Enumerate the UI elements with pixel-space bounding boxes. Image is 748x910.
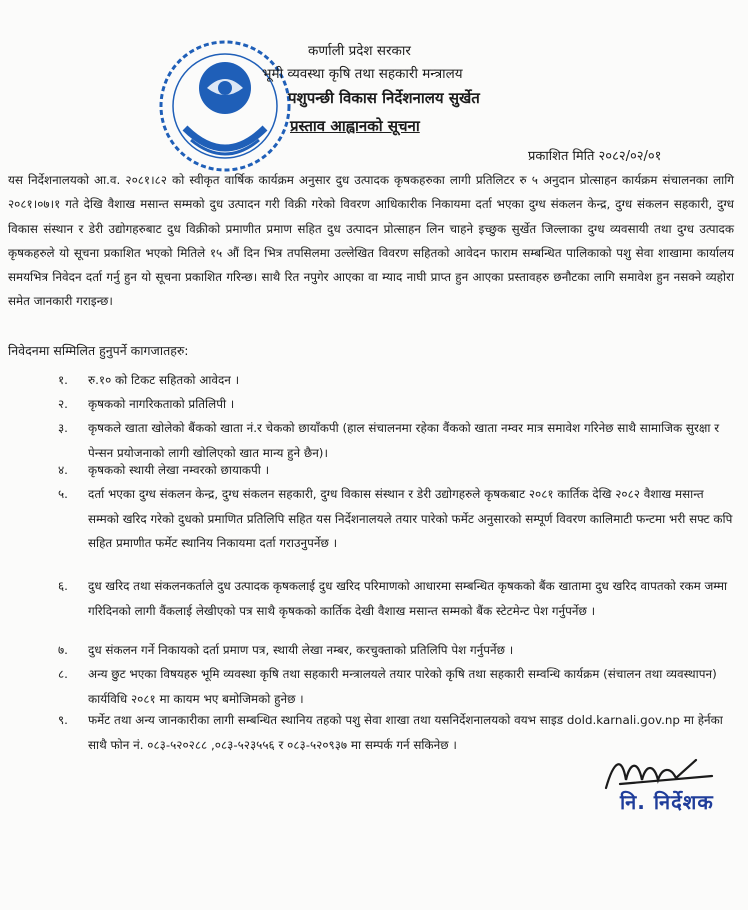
list-item <box>58 368 738 393</box>
list-item-number: ४. <box>58 463 68 477</box>
list-item-number: ७. <box>58 643 68 657</box>
provincial-government-heading: कर्णाली प्रदेश सरकार <box>308 43 411 59</box>
list-item <box>58 458 738 483</box>
list-item-number: २. <box>58 397 68 411</box>
list-item <box>58 662 738 711</box>
signatory-title: नि. निर्देशक <box>620 790 714 814</box>
ministry-heading: भूमी व्यवस्था कृषि तथा सहकारी मन्त्रालय <box>262 66 463 82</box>
list-item-text: दुध संकलन गर्ने निकायको दर्ता प्रमाण पत्र, स्थायी लेखा नम्बर, करचुक्ताको प्रतिलिपि पेश गर्नुपर्नेछ । <box>88 643 514 657</box>
list-item-text: रु.१० को टिकट सहितको आवेदन । <box>88 373 240 387</box>
list-item-text: फर्मेट तथा अन्य जानकारीका लागी सम्बन्धित स्थानिय तहको पशु सेवा शाखा तथा यसनिर्देशनालयको वयभ साइड dold.karnali.gov.np मा हेर्नका साथै फोन नं. ०८३-५२०२८८ ,०८३-५२३५५६ र ०८३-५२०९३७ मा सम्पर्क गर्न सकिनेछ । <box>88 713 723 752</box>
office-seal-logo <box>155 36 295 176</box>
required-documents-heading: निवेदनमा सम्मिलित हुनुपर्ने कागजातहरु: <box>8 343 189 358</box>
list-item-number: ६. <box>58 579 68 593</box>
list-item-number: १. <box>58 373 68 387</box>
list-item-text: अन्य छुट भएका विषयहरु भूमि व्यवस्था कृषि तथा सहकारी मन्त्रालयले तयार पारेको कृषि तथा सहकारी सम्वन्धि कार्यक्रम (संचालन तथा व्यवस्थापन) कार्यविधि २०८१ मा कायम भए बमोजिमको हुनेछ । <box>88 667 717 706</box>
list-item-number: ५. <box>58 487 68 501</box>
list-item-text: दर्ता भएका दुग्ध संकलन केन्द्र, दुग्ध संकलन सहकारी, दुग्ध विकास संस्थान र डेरी उद्योगहरुले कृषकबाट २०८१ कार्तिक देखि २०८२ वैशाख मसान्त सम्मको खरिद गरेको दुधको प्रमाणित प्रतिलिपि सहित यस निर्देशनालयले तयार पारेको फर्मेट अनुसारको सम्पूर्ण विवरण कालिमाटी फन्टमा भरी सफ्ट कपि सहित प्रमाणीत फर्मेट स्थानिय निकायमा दर्ता गराउनुपर्नेछ । <box>88 487 733 551</box>
list-item-text: कृषकको स्थायी लेखा नम्वरको छायाकपी । <box>88 463 270 477</box>
list-item-number: ३. <box>58 421 68 435</box>
list-item <box>58 392 738 417</box>
list-item <box>58 482 738 556</box>
notice-title: प्रस्ताव आह्वानको सूचना <box>290 117 420 135</box>
list-item-text: दुध खरिद तथा संकलनकर्ताले दुध उत्पादक कृषकलाई दुध खरिद परिमाणको आधारमा सम्बन्धित कृषकको बैंक खातामा दुध खरिद वापतको रकम जम्मा गरिदिनको लागी वैंकलाई लेखीएको पत्र साथै कृषकको कार्तिक देखी वैशाख मसान्त सम्मको बैंक स्टेटमेन्ट पेश गर्नुपर्नेछ । <box>88 579 728 618</box>
list-item-text: कृषकको नागरिकताको प्रतिलिपी । <box>88 397 235 411</box>
list-item-text: कृषकले खाता खोलेको बैंकको खाता नं.र चेकको छायाँकपी (हाल संचालनमा रहेका वैंकको खाता नम्वर मात्र समावेश गरिनेछ साथै सामाजिक सुरक्षा र पेन्सन प्रयोजनाको लागी खोलिएको खात मान्य हुने छैन)। <box>88 421 720 460</box>
notice-body-paragraph: यस निर्देशनालयको आ.व. २०८१।८२ को स्वीकृत वार्षिक कार्यक्रम अनुसार दुध उत्पादक कृषकहरुका लागी प्रतिलिटर रु ५ अनुदान प्रोत्साहन कार्यक्रम संचालनका लागि २०८१।०७।१ गते देखि वैशाख मसान्त सम्मको दुध उत्पादन गरी विक्री गरेको विवरण आधिकारीक निकायमा दर्ता भएका दुग्ध संकलन केन्द्र, दुग्ध संकलन सहकारी, दुग्ध विकास संस्थान र डेरी उद्योगहरुबाट दुध विक्रीको प्रमाणीत प्रमाण सहित दुध उत्पादन प्रोत्साहन लिन चाहने इच्छुक सुर्खेत जिल्लाका दुग्ध व्यवसायी तथा दुग्ध उत्पादक कृषकहरुले यो सूचना प्रकाशित भएको मितिले १५ औं दिन भित्र तपसिलमा उल्लेखित विवरण सहितको आवेदन फाराम सम्बन्धित पालिकाको पशु सेवा शाखामा कार्यालय समयभित्र निवेदन दर्ता गर्नु हुन यो सूचना प्रकाशित गरिन्छ। साथै रित नपुगेर आएका वा म्याद नाघी प्राप्त हुन आएका प्रस्तावहरु छनौटका लागि समावेश हुन नसक्ने व्यहोरा समेत जानकारी गराइन्छ। <box>8 173 734 309</box>
list-item <box>58 638 738 663</box>
list-item <box>58 574 738 623</box>
list-item-number: ९. <box>58 713 68 727</box>
published-date: प्रकाशित मिति २०८२/०२/०१ <box>528 149 662 164</box>
list-item-number: ८. <box>58 667 68 681</box>
directorate-heading: पशुपन्छी विकास निर्देशनालय सुर्खेत <box>288 89 480 107</box>
